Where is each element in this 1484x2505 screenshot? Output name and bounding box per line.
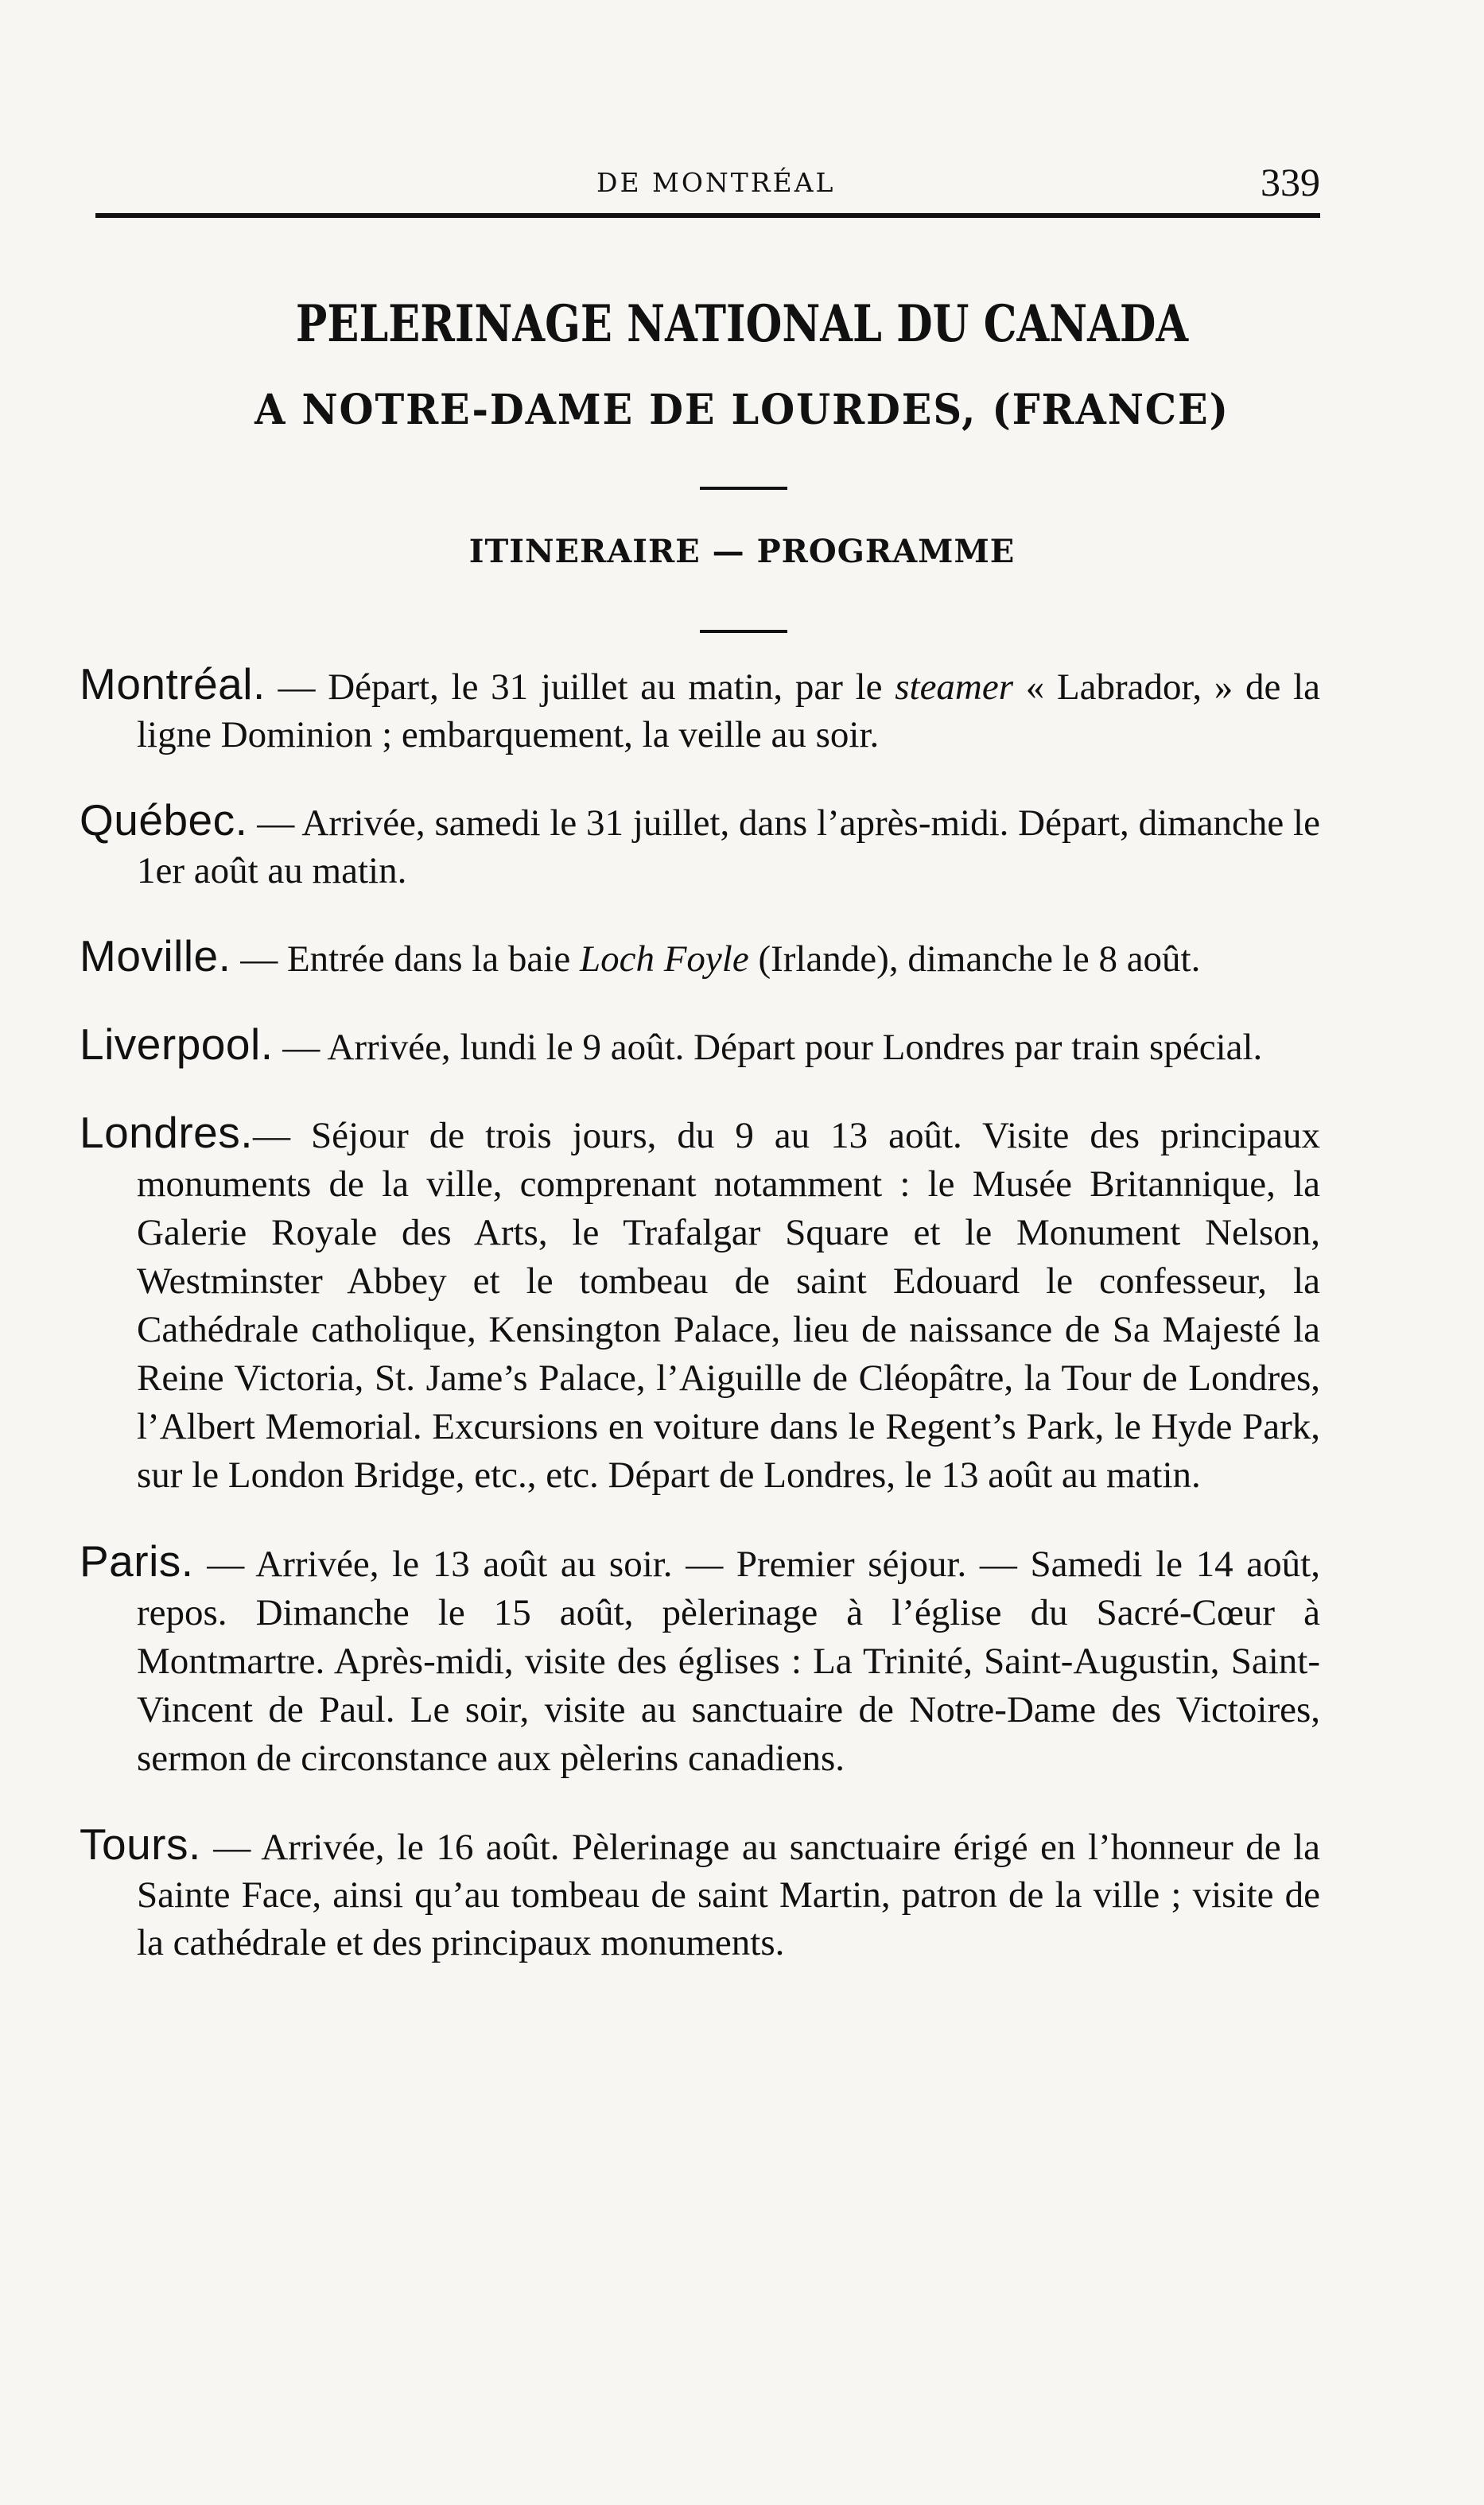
header-rule: [95, 213, 1320, 218]
entry-text: Entrée dans la baie: [286, 938, 580, 980]
entry-italic: Loch Foyle: [579, 938, 749, 980]
dash-separator: —: [231, 938, 287, 980]
entry-text: « Labrador, » de la ligne Dominion ; embarquement, la veille au soir.: [137, 666, 1320, 755]
running-head: [95, 159, 1320, 207]
itinerary-entry-montreal: [80, 660, 1320, 759]
city-name: Moville.: [80, 931, 231, 981]
itinerary-list: [80, 660, 1320, 1984]
section-heading: ITINERAIRE — PROGRAMME: [468, 533, 1016, 570]
main-title: PELERINAGE NATIONAL DU CANADA: [295, 294, 1189, 354]
entry-text: Arrivée, le 16 août. Pèlerinage au sanctuaire érigé en l’honneur de la Sainte Face, ainsi qu’au tombeau de saint Martin, patron de la ville ; visite de la cathédrale et des principaux monuments.: [137, 1827, 1320, 1963]
dash-separator: —: [193, 1544, 256, 1585]
entry-text: Départ, le 31 juillet au matin, par le: [328, 666, 895, 708]
divider-rule: [700, 630, 787, 633]
city-name: Montréal.: [80, 659, 266, 709]
sub-title: A NOTRE-DAME DE LOURDES, (FRANCE): [254, 386, 1230, 434]
running-title: DE MONTRÉAL: [596, 167, 836, 198]
itinerary-entry-moville: [80, 932, 1320, 983]
city-name: Québec.: [80, 795, 248, 845]
itinerary-entry-quebec: [80, 796, 1320, 895]
entry-text: (Irlande), dimanche le 8 août.: [748, 938, 1201, 980]
itinerary-entry-tours: [80, 1820, 1320, 1967]
entry-italic: steamer: [895, 666, 1014, 708]
itinerary-entry-londres: [80, 1109, 1320, 1500]
itinerary-entry-paris: [80, 1537, 1320, 1783]
city-name: Liverpool.: [80, 1019, 274, 1069]
divider-rule: [700, 487, 787, 490]
dash-separator: —: [253, 1115, 312, 1156]
city-name: Londres.: [80, 1108, 254, 1157]
dash-separator: —: [265, 666, 328, 708]
entry-text: Arrivée, lundi le 9 août. Départ pour Londres par train spécial.: [327, 1027, 1263, 1068]
itinerary-entry-liverpool: [80, 1020, 1320, 1071]
entry-text: Arrivée, le 13 août au soir. — Premier séjour. — Samedi le 14 août, repos. Dimanche le 15 août, pèlerinage à l’église du Sacré-Cœur à Montmartre. Après-midi, visite des églises : La Trinité, Saint-Augustin, Saint-Vincent de Paul. Le soir, visite au sanctuaire de Notre-Dame des Victoires, sermon de circonstance aux pèlerins canadiens.: [137, 1544, 1320, 1779]
city-name: Paris.: [80, 1536, 194, 1586]
dash-separator: —: [200, 1827, 262, 1868]
entry-text: Arrivée, samedi le 31 juillet, dans l’après-midi. Départ, dimanche le 1er août au matin.: [137, 802, 1320, 891]
entry-text: Séjour de trois jours, du 9 au 13 août. Visite des principaux monuments de la ville, comprenant notamment : le Musée Britannique, la Galerie Royale des Arts, le Trafalgar Square et le Monument Nelson, Westminster Abbey et le tombeau de saint Edouard le confesseur, la Cathédrale catholique, Kensington Palace, lieu de naissance de Sa Majesté la Reine Victoria, St. Jame’s Palace, l’Aiguille de Cléopâtre, la Tour de Londres, l’Albert Memorial. Excursions en voiture dans le Regent’s Park, le Hyde Park, sur le London Bridge, etc., etc. Départ de Londres, le 13 août au matin.: [137, 1115, 1320, 1496]
dash-separator: —: [273, 1027, 328, 1068]
city-name: Tours.: [80, 1820, 201, 1869]
page-number: 339: [1261, 160, 1320, 204]
dash-separator: —: [247, 802, 302, 844]
